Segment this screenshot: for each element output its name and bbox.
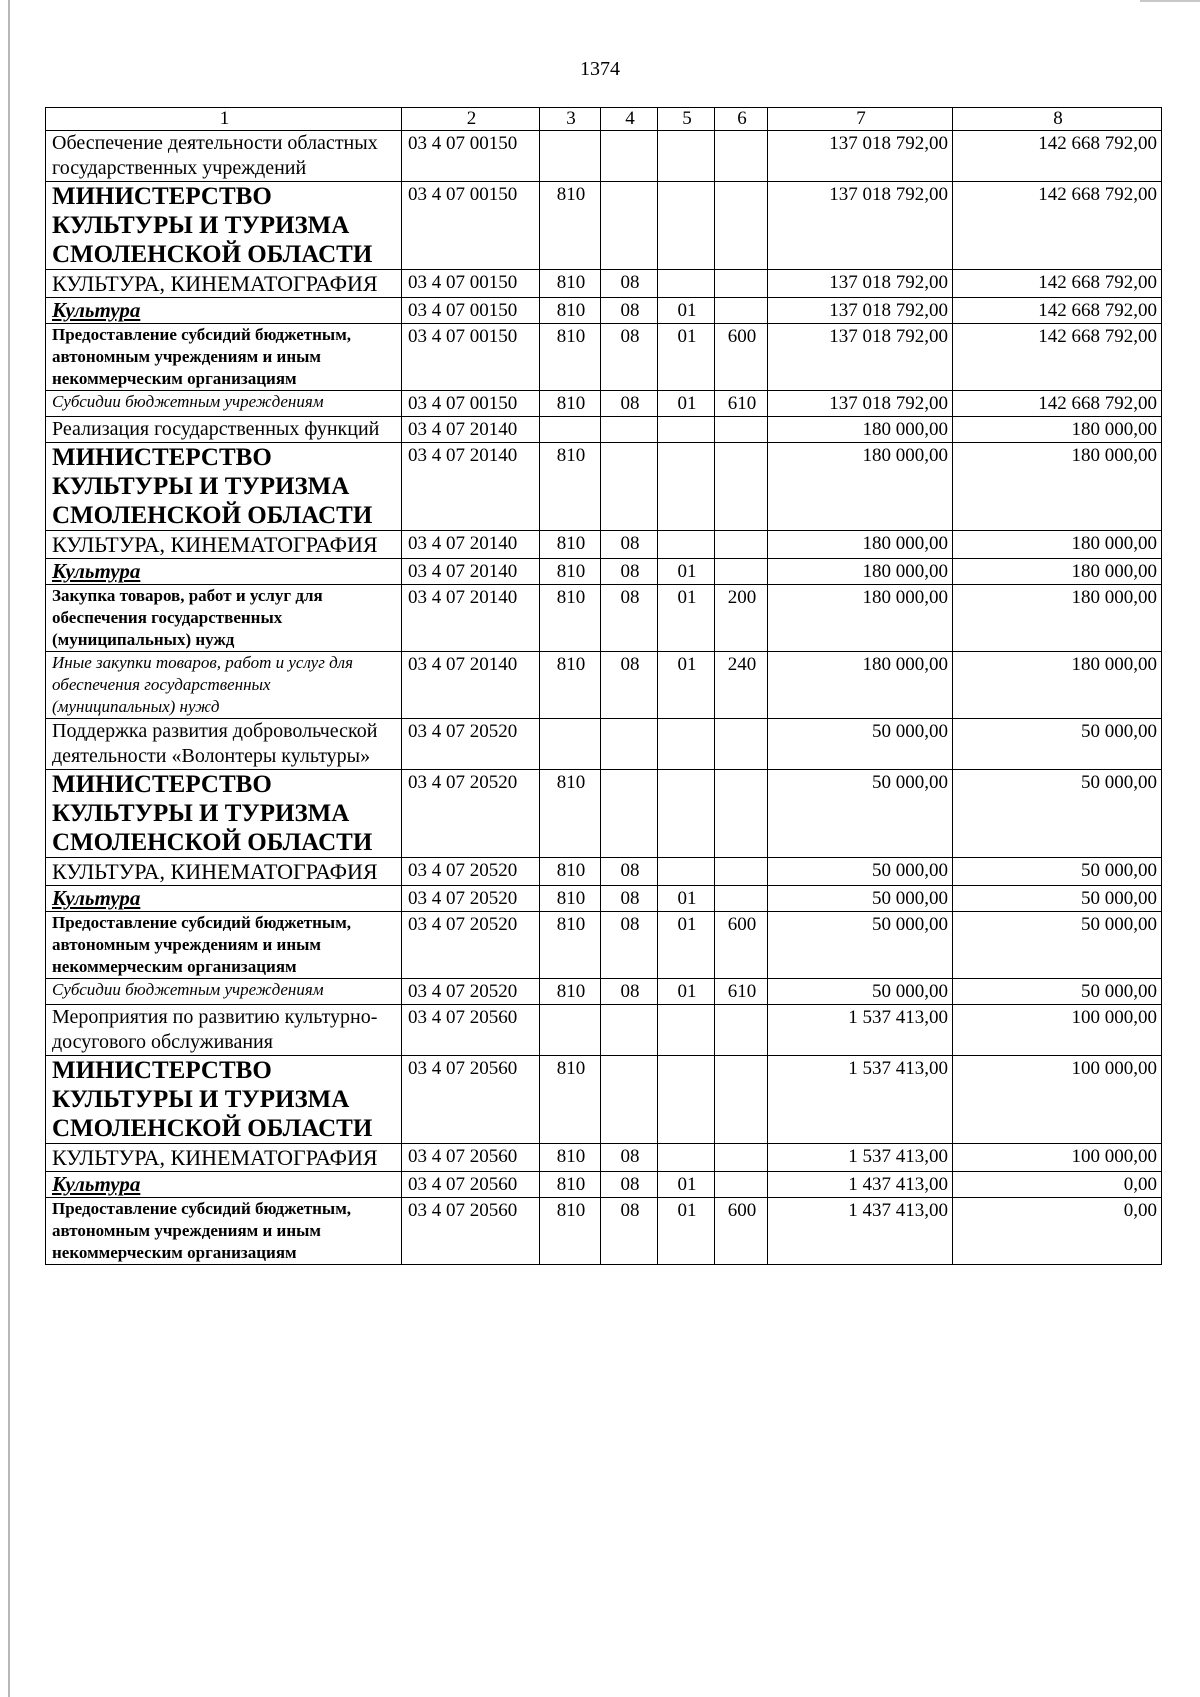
amount-year2-cell: 100 000,00: [953, 1144, 1162, 1172]
section-code-cell: 08: [601, 531, 658, 559]
ministry-code-cell: 810: [540, 1198, 601, 1265]
expense-type-cell: 240: [715, 652, 768, 719]
subsection-code-cell: 01: [658, 1172, 715, 1198]
expense-type-cell: 610: [715, 979, 768, 1005]
expense-type-cell: [715, 770, 768, 858]
amount-year2-cell: 50 000,00: [953, 912, 1162, 979]
ministry-code-cell: 810: [540, 531, 601, 559]
table-row: [46, 652, 1162, 719]
target-code-cell: 03 4 07 20140: [402, 531, 540, 559]
row-name-cell: КУЛЬТУРА, КИНЕМАТОГРАФИЯ: [46, 270, 402, 298]
subsection-code-cell: 01: [658, 1198, 715, 1265]
ministry-code-cell: 810: [540, 182, 601, 270]
expense-type-cell: [715, 1172, 768, 1198]
table-row: [46, 559, 1162, 585]
table-row: [46, 298, 1162, 324]
target-code-cell: 03 4 07 00150: [402, 270, 540, 298]
table-row: [46, 1005, 1162, 1056]
amount-year2-cell: 142 668 792,00: [953, 391, 1162, 417]
target-code-cell: 03 4 07 20140: [402, 417, 540, 443]
section-code-cell: 08: [601, 1198, 658, 1265]
section-code-cell: 08: [601, 559, 658, 585]
header-row: [46, 108, 1162, 131]
amount-year1-cell: 1 537 413,00: [768, 1005, 953, 1056]
table-row: [46, 182, 1162, 270]
header-cell-8: 8: [953, 108, 1162, 131]
table-row: [46, 770, 1162, 858]
subsection-code-cell: 01: [658, 391, 715, 417]
amount-year1-cell: 180 000,00: [768, 443, 953, 531]
target-code-cell: 03 4 07 00150: [402, 324, 540, 391]
amount-year2-cell: 180 000,00: [953, 531, 1162, 559]
subsection-code-cell: 01: [658, 585, 715, 652]
header-cell-3: 3: [540, 108, 601, 131]
amount-year1-cell: 50 000,00: [768, 886, 953, 912]
subsection-code-cell: 01: [658, 298, 715, 324]
subsection-code-cell: [658, 1005, 715, 1056]
ministry-code-cell: 810: [540, 1056, 601, 1144]
amount-year1-cell: 50 000,00: [768, 979, 953, 1005]
section-code-cell: [601, 1056, 658, 1144]
row-name-cell: МИНИСТЕРСТВО КУЛЬТУРЫ И ТУРИЗМА СМОЛЕНСКОЙ ОБЛАСТИ: [46, 770, 402, 858]
header-cell-5: 5: [658, 108, 715, 131]
section-code-cell: 08: [601, 585, 658, 652]
table-body: [46, 108, 1162, 1265]
target-code-cell: 03 4 07 20560: [402, 1144, 540, 1172]
target-code-cell: 03 4 07 20520: [402, 858, 540, 886]
page-number: 1374: [580, 58, 620, 80]
row-name-cell: Культура: [46, 1172, 402, 1198]
table-row: [46, 1172, 1162, 1198]
scan-top-mark: [1140, 0, 1200, 2]
ministry-code-cell: 810: [540, 585, 601, 652]
row-name-cell: Культура: [46, 886, 402, 912]
target-code-cell: 03 4 07 20140: [402, 443, 540, 531]
section-code-cell: [601, 417, 658, 443]
header-cell-7: 7: [768, 108, 953, 131]
ministry-code-cell: 810: [540, 443, 601, 531]
section-code-cell: 08: [601, 652, 658, 719]
amount-year1-cell: 50 000,00: [768, 770, 953, 858]
table-row: [46, 443, 1162, 531]
section-code-cell: [601, 719, 658, 770]
subsection-code-cell: [658, 131, 715, 182]
row-name-cell: МИНИСТЕРСТВО КУЛЬТУРЫ И ТУРИЗМА СМОЛЕНСКОЙ ОБЛАСТИ: [46, 1056, 402, 1144]
amount-year1-cell: 50 000,00: [768, 858, 953, 886]
expense-type-cell: [715, 182, 768, 270]
section-code-cell: 08: [601, 1144, 658, 1172]
section-code-cell: 08: [601, 391, 658, 417]
expense-type-cell: 600: [715, 324, 768, 391]
amount-year2-cell: 0,00: [953, 1172, 1162, 1198]
table-row: [46, 979, 1162, 1005]
row-name-cell: КУЛЬТУРА, КИНЕМАТОГРАФИЯ: [46, 1144, 402, 1172]
section-code-cell: 08: [601, 1172, 658, 1198]
expense-type-cell: [715, 298, 768, 324]
expense-type-cell: 200: [715, 585, 768, 652]
target-code-cell: 03 4 07 20560: [402, 1056, 540, 1144]
subsection-code-cell: 01: [658, 559, 715, 585]
ministry-code-cell: 810: [540, 1144, 601, 1172]
subsection-code-cell: [658, 858, 715, 886]
ministry-code-cell: 810: [540, 770, 601, 858]
amount-year2-cell: 180 000,00: [953, 585, 1162, 652]
section-code-cell: 08: [601, 298, 658, 324]
row-name-cell: Субсидии бюджетным учреждениям: [46, 979, 402, 1005]
amount-year2-cell: 50 000,00: [953, 858, 1162, 886]
ministry-code-cell: [540, 131, 601, 182]
ministry-code-cell: 810: [540, 391, 601, 417]
header-cell-1: 1: [46, 108, 402, 131]
table-row: [46, 1056, 1162, 1144]
amount-year2-cell: 180 000,00: [953, 652, 1162, 719]
subsection-code-cell: [658, 1056, 715, 1144]
target-code-cell: 03 4 07 20520: [402, 770, 540, 858]
expense-type-cell: [715, 858, 768, 886]
row-name-cell: Культура: [46, 559, 402, 585]
target-code-cell: 03 4 07 20520: [402, 912, 540, 979]
section-code-cell: 08: [601, 979, 658, 1005]
section-code-cell: [601, 443, 658, 531]
row-name-cell: Предоставление субсидий бюджетным, автономным учреждениям и иным некоммерческим организациям: [46, 324, 402, 391]
table-row: [46, 131, 1162, 182]
amount-year1-cell: 50 000,00: [768, 912, 953, 979]
ministry-code-cell: 810: [540, 912, 601, 979]
subsection-code-cell: 01: [658, 912, 715, 979]
row-name-cell: Закупка товаров, работ и услуг для обеспечения государственных (муниципальных) нужд: [46, 585, 402, 652]
target-code-cell: 03 4 07 20520: [402, 979, 540, 1005]
row-name-cell: Поддержка развития добровольческой деятельности «Волонтеры культуры»: [46, 719, 402, 770]
target-code-cell: 03 4 07 00150: [402, 182, 540, 270]
amount-year2-cell: 100 000,00: [953, 1056, 1162, 1144]
row-name-cell: КУЛЬТУРА, КИНЕМАТОГРАФИЯ: [46, 858, 402, 886]
expense-type-cell: [715, 131, 768, 182]
table-row: [46, 1198, 1162, 1265]
section-code-cell: [601, 770, 658, 858]
amount-year1-cell: 137 018 792,00: [768, 391, 953, 417]
table-row: [46, 1144, 1162, 1172]
ministry-code-cell: 810: [540, 979, 601, 1005]
subsection-code-cell: [658, 270, 715, 298]
expense-type-cell: [715, 443, 768, 531]
amount-year1-cell: 137 018 792,00: [768, 324, 953, 391]
amount-year1-cell: 1 537 413,00: [768, 1144, 953, 1172]
expense-type-cell: [715, 886, 768, 912]
ministry-code-cell: 810: [540, 1172, 601, 1198]
target-code-cell: 03 4 07 00150: [402, 391, 540, 417]
ministry-code-cell: 810: [540, 559, 601, 585]
subsection-code-cell: [658, 719, 715, 770]
table-row: [46, 531, 1162, 559]
table-row: [46, 912, 1162, 979]
row-name-cell: Реализация государственных функций: [46, 417, 402, 443]
header-cell-6: 6: [715, 108, 768, 131]
target-code-cell: 03 4 07 20140: [402, 559, 540, 585]
table-row: [46, 417, 1162, 443]
amount-year1-cell: 137 018 792,00: [768, 182, 953, 270]
amount-year1-cell: 180 000,00: [768, 531, 953, 559]
amount-year2-cell: 100 000,00: [953, 1005, 1162, 1056]
row-name-cell: МИНИСТЕРСТВО КУЛЬТУРЫ И ТУРИЗМА СМОЛЕНСКОЙ ОБЛАСТИ: [46, 182, 402, 270]
table-row: [46, 585, 1162, 652]
expense-type-cell: [715, 559, 768, 585]
expense-type-cell: [715, 531, 768, 559]
target-code-cell: 03 4 07 20140: [402, 585, 540, 652]
expense-type-cell: [715, 1056, 768, 1144]
amount-year2-cell: 50 000,00: [953, 979, 1162, 1005]
section-code-cell: 08: [601, 886, 658, 912]
row-name-cell: Предоставление субсидий бюджетным, автономным учреждениям и иным некоммерческим организациям: [46, 1198, 402, 1265]
amount-year2-cell: 142 668 792,00: [953, 298, 1162, 324]
expense-type-cell: [715, 417, 768, 443]
target-code-cell: 03 4 07 20560: [402, 1005, 540, 1056]
row-name-cell: Предоставление субсидий бюджетным, автономным учреждениям и иным некоммерческим организациям: [46, 912, 402, 979]
row-name-cell: Культура: [46, 298, 402, 324]
amount-year1-cell: 1 437 413,00: [768, 1172, 953, 1198]
subsection-code-cell: [658, 417, 715, 443]
row-name-cell: Субсидии бюджетным учреждениям: [46, 391, 402, 417]
expense-type-cell: 600: [715, 1198, 768, 1265]
table-row: [46, 858, 1162, 886]
row-name-cell: Обеспечение деятельности областных государственных учреждений: [46, 131, 402, 182]
amount-year1-cell: 50 000,00: [768, 719, 953, 770]
subsection-code-cell: 01: [658, 886, 715, 912]
target-code-cell: 03 4 07 20520: [402, 886, 540, 912]
subsection-code-cell: [658, 443, 715, 531]
section-code-cell: 08: [601, 912, 658, 979]
subsection-code-cell: [658, 770, 715, 858]
section-code-cell: 08: [601, 858, 658, 886]
expense-type-cell: 600: [715, 912, 768, 979]
scan-edge-line: [8, 0, 10, 1697]
ministry-code-cell: 810: [540, 858, 601, 886]
expense-type-cell: [715, 1005, 768, 1056]
expense-type-cell: [715, 270, 768, 298]
amount-year1-cell: 137 018 792,00: [768, 298, 953, 324]
header-cell-4: 4: [601, 108, 658, 131]
ministry-code-cell: 810: [540, 886, 601, 912]
target-code-cell: 03 4 07 20560: [402, 1172, 540, 1198]
amount-year2-cell: 142 668 792,00: [953, 182, 1162, 270]
subsection-code-cell: [658, 1144, 715, 1172]
target-code-cell: 03 4 07 00150: [402, 131, 540, 182]
ministry-code-cell: 810: [540, 652, 601, 719]
section-code-cell: 08: [601, 324, 658, 391]
amount-year2-cell: 50 000,00: [953, 719, 1162, 770]
amount-year2-cell: 142 668 792,00: [953, 324, 1162, 391]
row-name-cell: Иные закупки товаров, работ и услуг для обеспечения государственных (муниципальных) нужд: [46, 652, 402, 719]
table-row: [46, 324, 1162, 391]
table-row: [46, 391, 1162, 417]
ministry-code-cell: [540, 719, 601, 770]
section-code-cell: [601, 1005, 658, 1056]
amount-year1-cell: 180 000,00: [768, 652, 953, 719]
amount-year2-cell: 50 000,00: [953, 886, 1162, 912]
row-name-cell: Мероприятия по развитию культурно-досугового обслуживания: [46, 1005, 402, 1056]
subsection-code-cell: 01: [658, 324, 715, 391]
amount-year2-cell: 180 000,00: [953, 417, 1162, 443]
amount-year1-cell: 1 437 413,00: [768, 1198, 953, 1265]
section-code-cell: 08: [601, 270, 658, 298]
expense-type-cell: [715, 1144, 768, 1172]
amount-year2-cell: 0,00: [953, 1198, 1162, 1265]
target-code-cell: 03 4 07 20560: [402, 1198, 540, 1265]
target-code-cell: 03 4 07 00150: [402, 298, 540, 324]
table-row: [46, 886, 1162, 912]
budget-table: [45, 107, 1162, 1265]
amount-year1-cell: 137 018 792,00: [768, 131, 953, 182]
section-code-cell: [601, 131, 658, 182]
ministry-code-cell: [540, 417, 601, 443]
amount-year1-cell: 180 000,00: [768, 585, 953, 652]
ministry-code-cell: 810: [540, 324, 601, 391]
header-cell-2: 2: [402, 108, 540, 131]
amount-year1-cell: 180 000,00: [768, 417, 953, 443]
ministry-code-cell: 810: [540, 298, 601, 324]
amount-year2-cell: 142 668 792,00: [953, 270, 1162, 298]
subsection-code-cell: [658, 531, 715, 559]
ministry-code-cell: 810: [540, 270, 601, 298]
subsection-code-cell: [658, 182, 715, 270]
target-code-cell: 03 4 07 20140: [402, 652, 540, 719]
amount-year1-cell: 180 000,00: [768, 559, 953, 585]
target-code-cell: 03 4 07 20520: [402, 719, 540, 770]
amount-year2-cell: 180 000,00: [953, 559, 1162, 585]
expense-type-cell: 610: [715, 391, 768, 417]
subsection-code-cell: 01: [658, 652, 715, 719]
table-row: [46, 719, 1162, 770]
table-row: [46, 270, 1162, 298]
row-name-cell: МИНИСТЕРСТВО КУЛЬТУРЫ И ТУРИЗМА СМОЛЕНСКОЙ ОБЛАСТИ: [46, 443, 402, 531]
ministry-code-cell: [540, 1005, 601, 1056]
amount-year1-cell: 137 018 792,00: [768, 270, 953, 298]
section-code-cell: [601, 182, 658, 270]
expense-type-cell: [715, 719, 768, 770]
subsection-code-cell: 01: [658, 979, 715, 1005]
amount-year2-cell: 180 000,00: [953, 443, 1162, 531]
row-name-cell: КУЛЬТУРА, КИНЕМАТОГРАФИЯ: [46, 531, 402, 559]
amount-year2-cell: 142 668 792,00: [953, 131, 1162, 182]
amount-year1-cell: 1 537 413,00: [768, 1056, 953, 1144]
amount-year2-cell: 50 000,00: [953, 770, 1162, 858]
